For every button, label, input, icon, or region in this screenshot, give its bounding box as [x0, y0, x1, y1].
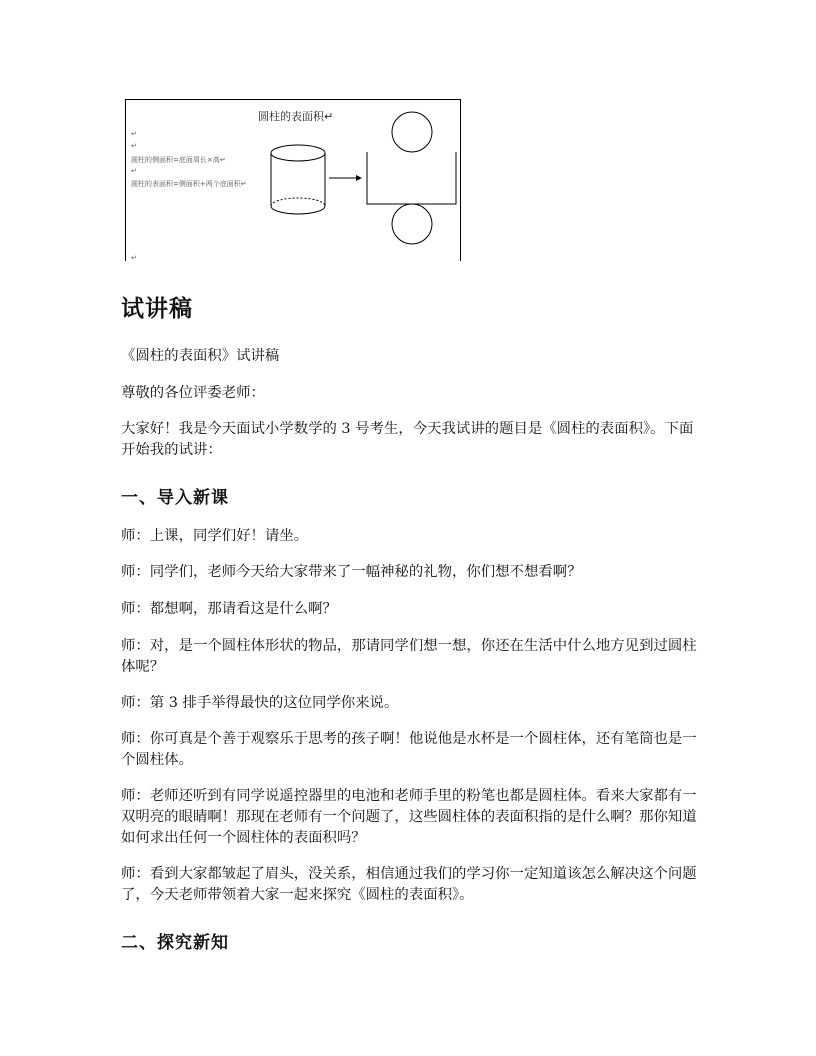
arrow-icon — [329, 175, 362, 181]
paragraph: 师：看到大家都皱起了眉头，没关系，相信通过我们的学习你一定知道该怎么解决这个问题了，今天老师带领着大家一起来探究《圆柱的表面积》。 — [121, 866, 697, 903]
paragraph: 师：你可真是个善于观察乐于思考的孩子啊！他说他是水杯是一个圆柱体，还有笔筒也是一个圆柱体。 — [121, 731, 697, 768]
paragraph: 师：对，是一个圆柱体形状的物品，那请同学们想一想，你还在生活中什么地方见到过圆柱体呢？ — [121, 638, 697, 675]
paragraph-mark: ↵ — [131, 142, 137, 150]
paragraph: 师：上课，同学们好！请坐。 — [121, 528, 309, 544]
blackboard-figure — [125, 99, 461, 261]
section-heading: 一、导入新课 — [121, 488, 229, 508]
document-heading: 试讲稿 — [121, 296, 193, 322]
greeting: 尊敬的各位评委老师： — [121, 385, 265, 401]
lesson-title: 《圆柱的表面积》试讲稿 — [121, 348, 280, 364]
formula-surface-area: 圆柱的表面积=侧面积+两个底面积↵ — [131, 180, 247, 188]
paragraph: 师：都想啊，那请看这是什么啊？ — [121, 601, 337, 617]
section-heading: 二、探究新知 — [121, 933, 229, 953]
cylinder-shape — [271, 145, 325, 214]
paragraph-mark: ↵ — [131, 167, 137, 175]
formula-lateral-area: 圆柱的侧面积=底面周长×高↵ — [131, 156, 226, 164]
cylinder-diagram — [126, 100, 462, 262]
figure-title: 圆柱的表面积↵ — [258, 110, 334, 123]
paragraph: 师：老师还听到有同学说遥控器里的电池和老师手里的粉笔也都是圆柱体。看来大家都有一双明亮的眼睛啊！那现在老师有一个问题了，这些圆柱体的表面积指的是什么啊？那你知道如何求出任何一个圆柱体的表面积吗？ — [121, 788, 697, 846]
intro-paragraph: 大家好！我是今天面试小学数学的 3 号考生，今天我试讲的题目是《圆柱的表面积》。下面开始我的试讲： — [121, 421, 694, 458]
paragraph: 师：同学们，老师今天给大家带来了一幅神秘的礼物，你们想不想看啊？ — [121, 564, 582, 580]
cylinder-net — [367, 112, 456, 244]
paragraph-mark: ↵ — [131, 254, 137, 262]
paragraph: 师：第 3 排手举得最快的这位同学你来说。 — [121, 695, 399, 711]
paragraph-mark: ↵ — [131, 130, 137, 138]
